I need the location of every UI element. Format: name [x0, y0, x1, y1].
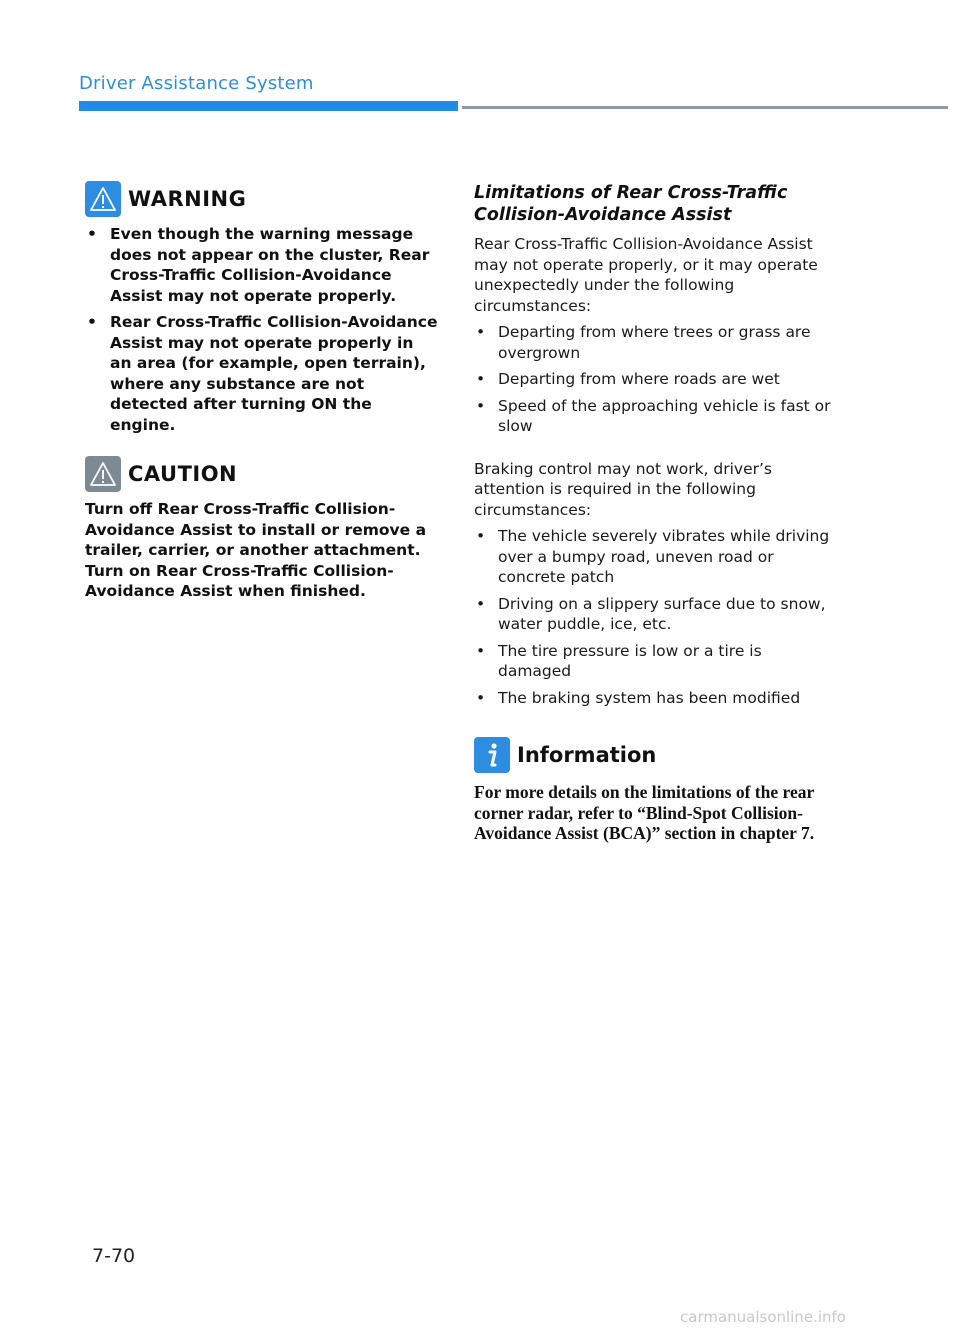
- list-item: • Departing from where roads are wet: [474, 369, 834, 390]
- warning-block: [85, 180, 440, 435]
- list-item: • The braking system has been modified: [474, 688, 834, 709]
- limitations-intro: Rear Cross-Traffic Collision-Avoidance Assist may not operate properly, or it may operate unexpectedly under the following circumstances:: [474, 235, 818, 315]
- header-rule-grey: [462, 106, 948, 109]
- caution-heading: [85, 455, 440, 493]
- warning-title: WARNING: [128, 187, 247, 211]
- list-item: • Driving on a slippery surface due to snow, water puddle, ice, etc.: [474, 594, 834, 635]
- header-rule-accent: [79, 101, 458, 111]
- section-header-title: Driver Assistance System: [79, 73, 314, 94]
- warning-triangle-icon: [85, 181, 121, 217]
- left-column: [85, 180, 440, 602]
- list-item: • Even though the warning message does not appear on the cluster, Rear Cross-Traffic Collision-Avoidance Assist may not operate properly.: [85, 224, 440, 306]
- right-column: [474, 182, 834, 844]
- caution-title: CAUTION: [128, 462, 238, 486]
- limitations-title: Limitations of Rear Cross-Traffic Collision-Avoidance Assist: [474, 183, 788, 225]
- caution-triangle-icon: [85, 456, 121, 492]
- warning-list: [85, 224, 440, 435]
- information-text: For more details on the limitations of the rear corner radar, refer to “Blind-Spot Collision-Avoidance Assist (BCA)” section in chapter 7.: [474, 782, 815, 843]
- braking-intro: Braking control may not work, driver’s attention is required in the following circumstances:: [474, 459, 773, 519]
- list-item: • Speed of the approaching vehicle is fast or slow: [474, 396, 834, 437]
- warning-heading: [85, 180, 440, 218]
- caution-text: Turn off Rear Cross-Traffic Collision-Avoidance Assist to install or remove a trailer, carrier, or another attachment. Turn on Rear Cross-Traffic Collision-Avoidance Assist when finished.: [85, 500, 427, 600]
- list-item: • Rear Cross-Traffic Collision-Avoidance Assist may not operate properly in an area (for example, open terrain), where any substance are not detected after turning ON the engine.: [85, 312, 440, 435]
- information-title: Information: [517, 743, 657, 767]
- limitations-list: [474, 322, 834, 437]
- page-number: 7-70: [92, 1245, 136, 1267]
- list-item: • The tire pressure is low or a tire is damaged: [474, 641, 834, 682]
- list-item: • Departing from where trees or grass are overgrown: [474, 322, 834, 363]
- information-block: [474, 736, 834, 844]
- info-icon: [474, 737, 510, 773]
- caution-block: [85, 455, 440, 602]
- braking-list: [474, 526, 834, 708]
- watermark: carmanualsonline.info: [680, 1308, 846, 1326]
- list-item: • The vehicle severely vibrates while driving over a bumpy road, uneven road or concrete patch: [474, 526, 834, 588]
- information-heading: [474, 736, 834, 774]
